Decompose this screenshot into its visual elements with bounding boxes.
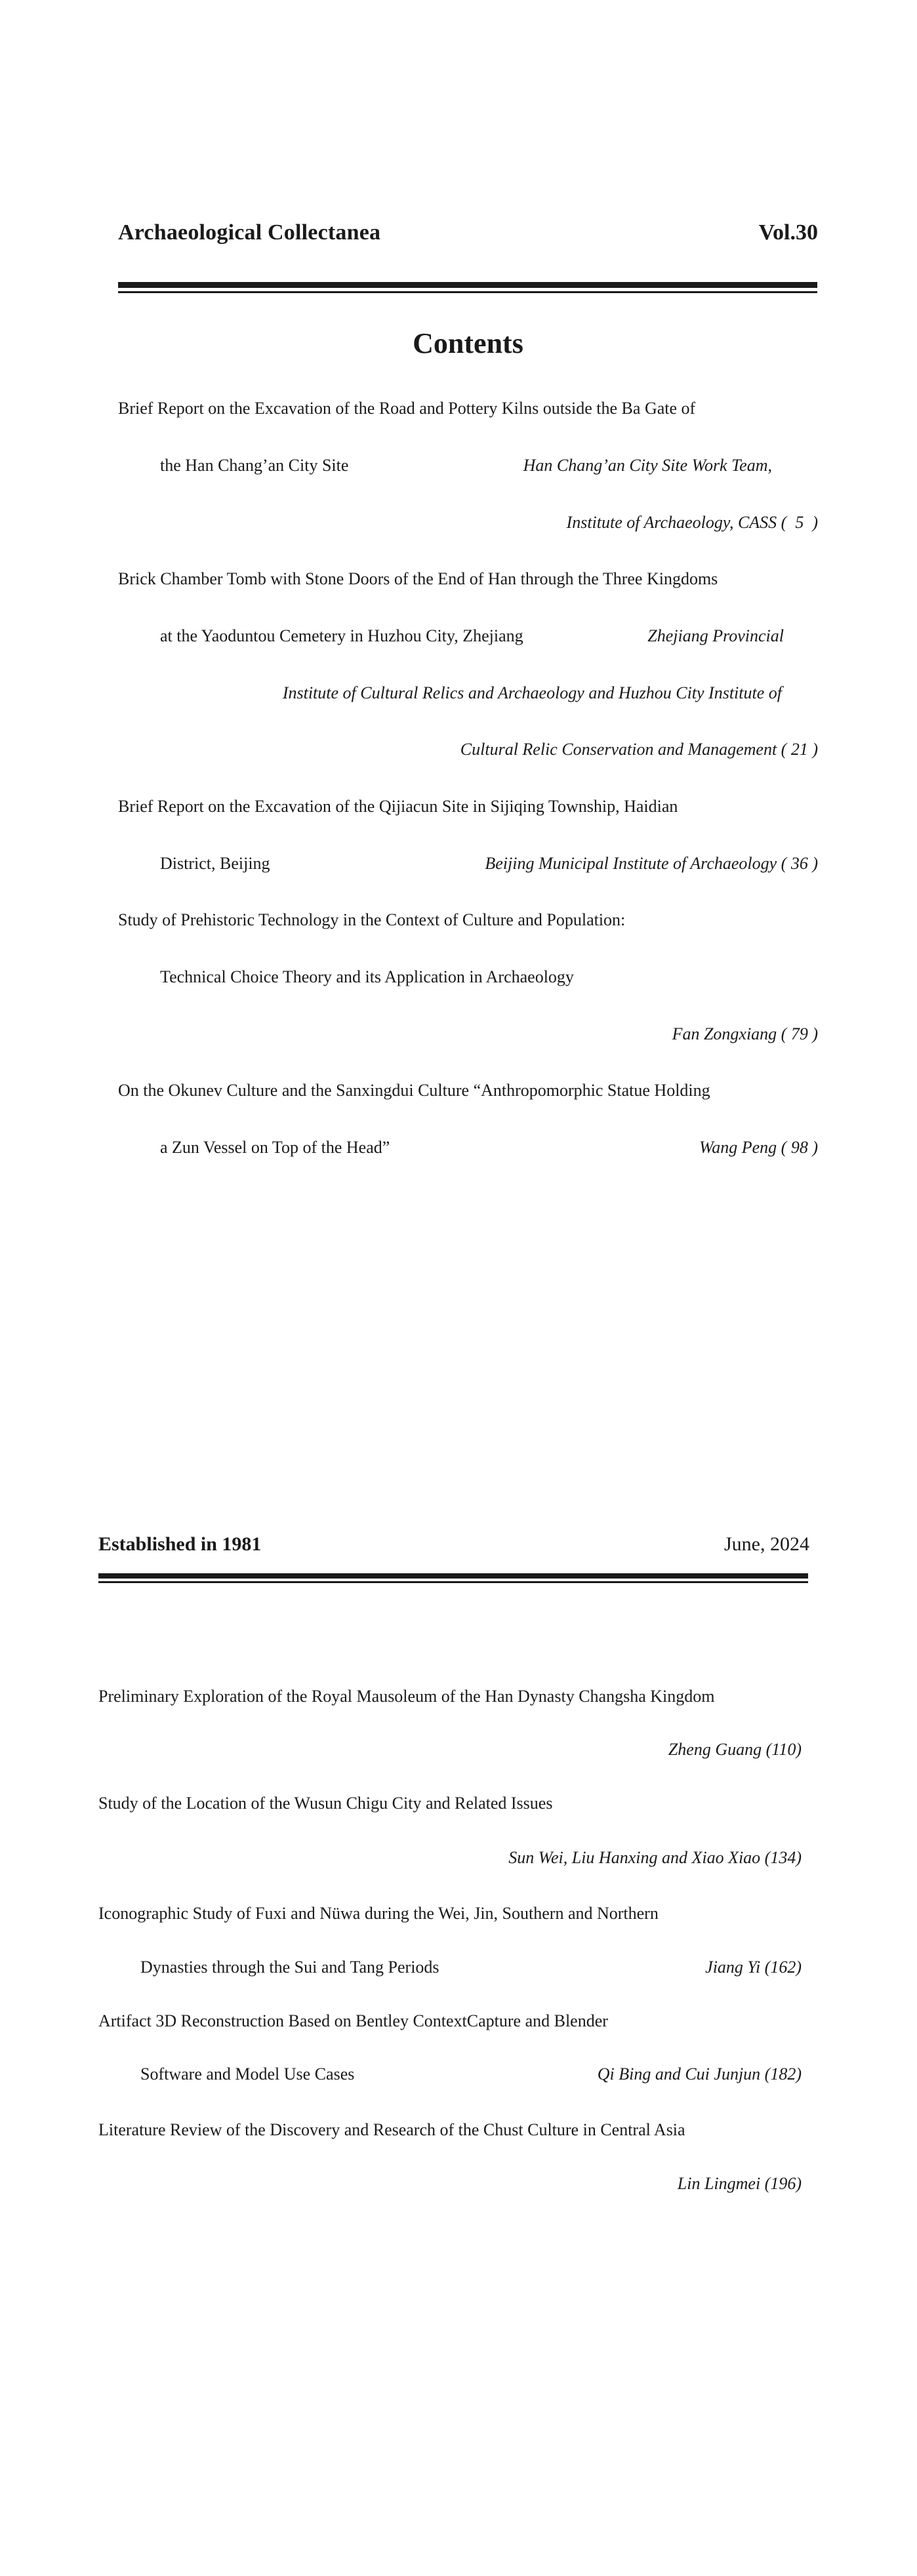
entry-title: Technical Choice Theory and its Application in Archaeology — [160, 967, 574, 986]
entry-title: a Zun Vessel on Top of the Head” — [160, 1138, 390, 1157]
toc-line — [118, 965, 818, 989]
issue-date: June, 2024 — [724, 1533, 809, 1555]
entry-authors: Beijing Municipal Institute of Archaeology ( 36 ) — [485, 854, 818, 873]
toc-line — [118, 795, 818, 818]
toc-line — [98, 2172, 802, 2196]
toc-line — [118, 738, 818, 761]
top-rule-thick — [118, 282, 817, 288]
established-label: Established in 1981 — [98, 1533, 262, 1555]
entry-title: at the Yaoduntou Cemetery in Huzhou City, Zhejiang — [160, 626, 523, 645]
entry-authors: Sun Wei, Liu Hanxing and Xiao Xiao (134) — [508, 1848, 802, 1867]
entry-title: Brief Report on the Excavation of the Road and Pottery Kilns outside the Ba Gate of — [118, 399, 696, 418]
toc-line — [118, 454, 818, 477]
toc-line — [118, 624, 818, 648]
top-rule-thin — [118, 291, 817, 293]
toc-line — [118, 1022, 818, 1046]
toc-line — [98, 2118, 802, 2142]
toc-line — [98, 1738, 802, 1761]
mid-rule-thin — [98, 1581, 808, 1583]
entry-title: Study of Prehistoric Technology in the Context of Culture and Population: — [118, 910, 626, 929]
toc-line — [98, 2009, 802, 2033]
toc-line — [118, 681, 818, 705]
entry-title: the Han Chang’an City Site — [160, 456, 349, 475]
entry-title: Study of the Location of the Wusun Chigu City and Related Issues — [98, 1794, 553, 1813]
toc-line — [98, 1846, 802, 1870]
toc-line — [118, 852, 818, 875]
entry-authors: Cultural Relic Conservation and Management ( 21 ) — [460, 740, 818, 759]
entry-authors: Institute of Archaeology, CASS ( 5 ) — [566, 513, 818, 532]
mid-rule-thick — [98, 1573, 808, 1579]
entry-authors: Qi Bing and Cui Junjun (182) — [597, 2064, 802, 2083]
toc-line — [118, 1136, 818, 1159]
toc-line — [98, 2063, 802, 2086]
toc-line — [118, 397, 818, 420]
entry-title: Literature Review of the Discovery and Research of the Chust Culture in Central Asia — [98, 2120, 685, 2139]
entry-title: Brick Chamber Tomb with Stone Doors of the End of Han through the Three Kingdoms — [118, 569, 718, 588]
contents-title: Contents — [413, 327, 523, 359]
entry-title: Iconographic Study of Fuxi and Nüwa during the Wei, Jin, Southern and Northern — [98, 1904, 659, 1923]
volume-label: Vol.30 — [758, 220, 818, 245]
toc-line — [98, 1956, 802, 1979]
entry-authors: Lin Lingmei (196) — [677, 2174, 802, 2193]
toc-line — [98, 1792, 802, 1815]
entry-title: Dynasties through the Sui and Tang Periods — [140, 1958, 439, 1977]
toc-line — [118, 1079, 818, 1102]
entry-title: Brief Report on the Excavation of the Qijiacun Site in Sijiqing Township, Haidian — [118, 797, 678, 816]
entry-authors: Wang Peng ( 98 ) — [699, 1138, 818, 1157]
entry-title: Preliminary Exploration of the Royal Mausoleum of the Han Dynasty Changsha Kingdom — [98, 1687, 715, 1706]
toc-line — [118, 511, 818, 534]
toc-line — [118, 567, 818, 591]
entry-authors: Han Chang’an City Site Work Team, — [523, 456, 772, 475]
entry-authors: Fan Zongxiang ( 79 ) — [672, 1024, 818, 1043]
toc-line — [98, 1685, 802, 1708]
journal-title: Archaeological Collectanea — [118, 220, 381, 245]
entry-title: On the Okunev Culture and the Sanxingdui Culture “Anthropomorphic Statue Holding — [118, 1081, 710, 1100]
entry-authors: Jiang Yi (162) — [705, 1958, 802, 1977]
entry-title: District, Beijing — [160, 854, 270, 873]
toc-line — [98, 1902, 802, 1925]
entry-authors: Zheng Guang (110) — [668, 1740, 802, 1759]
entry-authors: Zhejiang Provincial — [647, 626, 784, 645]
entry-authors: Institute of Cultural Relics and Archaeology and Huzhou City Institute of — [282, 683, 782, 702]
entry-title: Artifact 3D Reconstruction Based on Bentley ContextCapture and Blender — [98, 2011, 608, 2030]
entry-title: Software and Model Use Cases — [140, 2064, 355, 2083]
toc-line — [118, 908, 818, 932]
